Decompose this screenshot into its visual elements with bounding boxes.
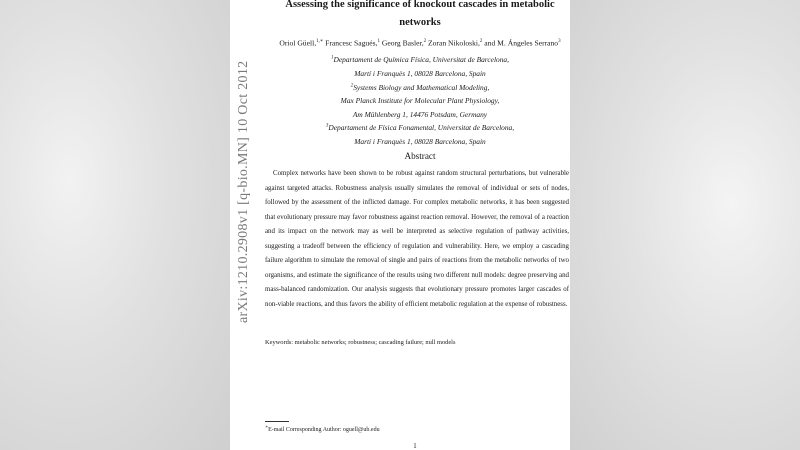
affiliation-line	[262, 69, 578, 78]
footnote-mark: ∗	[265, 424, 269, 429]
author-mark: 1	[377, 39, 380, 44]
affiliation-text: Systems Biology and Mathematical Modeling,	[353, 83, 490, 92]
background-left	[0, 0, 230, 450]
abstract-body: Complex networks have been shown to be robust against random structural perturbations, but vulnerable against targeted attacks. Robustness analysis usually simulates the removal of individual or sets of nodes, followed by the assessment of the inflicted damage. For complex metabolic networks, it has been suggested that evolutionary pressure may favor robustness against reaction removal. However, the removal of a reaction and its impact on the network may as well be interpreted as selective regulation of pathway activities, suggesting a tradeoff between the efficiency of regulation and vulnerability. Here, we employ a cascading failure algorithm to simulate the removal of single and pairs of reactions from the metabolic networks of two organisms, and estimate the significance of the results using two different null models: degree preserving and mass-balanced randomization. Our analysis suggests that evolutionary pressure promotes larger cascades of non-viable reactions, and thus favors the ability of efficient metabolic regulation at the expense of robustness.	[265, 170, 569, 308]
affiliation-text: Max Planck Institute for Molecular Plant Physiology,	[340, 96, 500, 105]
affiliation-line	[262, 55, 578, 64]
abstract-heading: Abstract	[404, 151, 436, 161]
author: Zoran Nikoloski,	[428, 38, 480, 48]
affiliation-mark: 2	[350, 83, 354, 89]
keywords: Keywords: metabolic networks; robustness; cascading failure; null models	[265, 339, 456, 346]
author: and M. Ángeles Serrano	[484, 38, 559, 48]
background-right	[570, 0, 800, 450]
affiliation-line	[262, 83, 578, 92]
author: Francesc Sagués,	[325, 38, 378, 48]
author-mark: 1,∗	[316, 39, 324, 44]
author: Georg Basler,	[381, 38, 424, 48]
author-mark: 2	[423, 39, 427, 44]
author: Oriol Güell,	[279, 38, 317, 48]
arxiv-stamp: arXiv:1210.2908v1 [q-bio.MN] 10 Oct 2012	[236, 60, 251, 323]
author-mark: 3	[558, 39, 561, 44]
paper-title: Assessing the significance of knockout cascades in metabolic networks	[285, 0, 555, 28]
affiliation-line	[262, 96, 578, 105]
footnote-rule	[265, 421, 289, 422]
author-mark: 2	[479, 39, 483, 44]
footnote	[265, 424, 380, 433]
affiliation-text: Departament de Física Fonamental, Universitat de Barcelona,	[328, 123, 515, 132]
affiliation-text: Martí i Franquès 1, 08028 Barcelona, Spain	[354, 137, 486, 146]
affiliation-line	[262, 110, 578, 119]
affiliation-mark: 3	[325, 123, 329, 129]
affiliation-text: Departament de Química Física, Universitat de Barcelona,	[333, 55, 509, 64]
footnote-text: E-mail Corresponding Author: oguell@ub.edu	[268, 427, 380, 433]
affiliation-text: Am Mühlenberg 1, 14476 Potsdam, Germany	[352, 110, 488, 119]
affiliation-line	[262, 137, 578, 146]
author-list	[262, 38, 578, 48]
affiliation-text: Martí i Franquès 1, 08028 Barcelona, Spain	[354, 69, 486, 78]
affiliation-line	[262, 123, 578, 132]
affiliation-mark: 1	[331, 55, 334, 61]
page-number: 1	[413, 443, 417, 450]
